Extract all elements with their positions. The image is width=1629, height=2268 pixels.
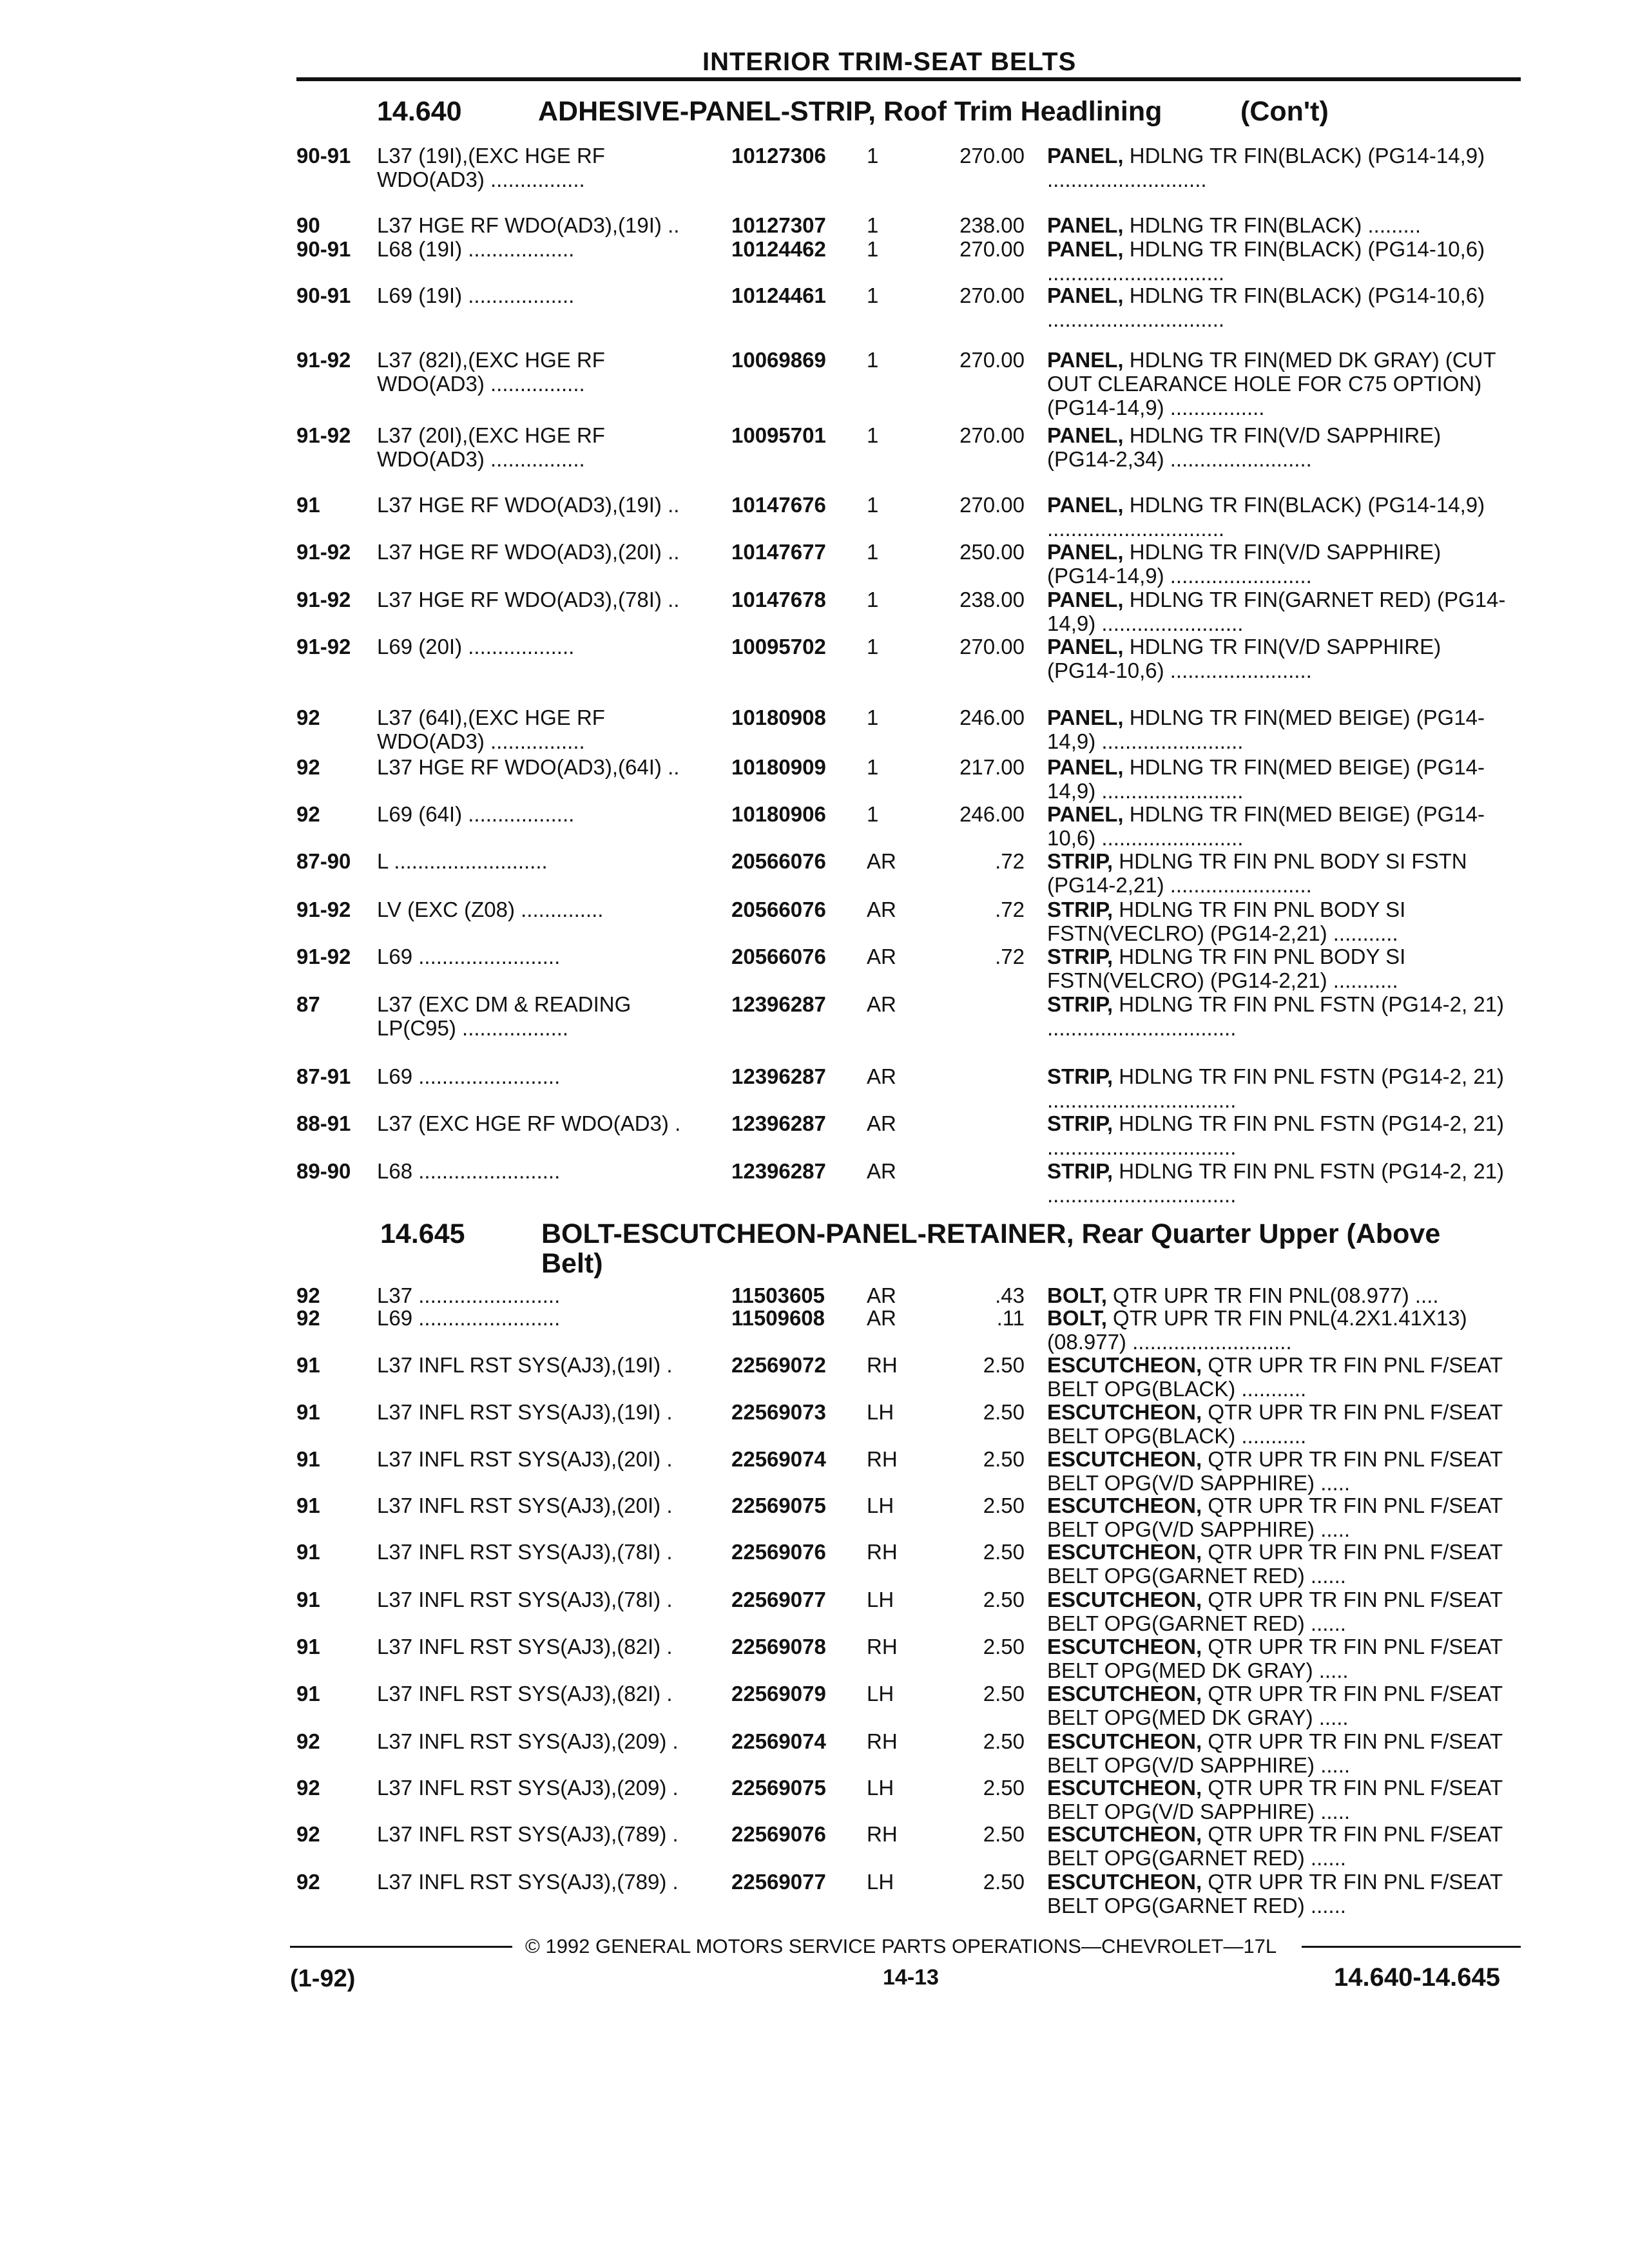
quantity: 1	[867, 635, 879, 658]
section-continued: (Con't)	[1240, 96, 1329, 127]
quantity: 1	[867, 423, 879, 447]
part-detail: QTR UPR TR FIN PNL F/SEAT BELT OPG(BLACK) ...........	[1047, 1400, 1503, 1448]
model-year: 87-91	[296, 1064, 351, 1088]
section-title-line1: BOLT-ESCUTCHEON-PANEL-RETAINER, Rear Quarter Upper (Above	[541, 1218, 1441, 1249]
part-number: 22569076	[731, 1540, 826, 1564]
model-year: 92	[296, 1776, 320, 1800]
part-detail: HDLNG TR FIN(MED BEIGE) (PG14-10,6) ........................	[1047, 802, 1485, 850]
part-description	[1047, 540, 1511, 588]
part-number: 22569076	[731, 1822, 826, 1846]
list-price: 246.00	[959, 802, 1025, 826]
part-name: PANEL,	[1047, 493, 1124, 517]
part-detail: QTR UPR TR FIN PNL F/SEAT BELT OPG(V/D SAPPHIRE) .....	[1047, 1447, 1503, 1495]
part-number: 10124461	[731, 284, 826, 307]
part-name: STRIP,	[1047, 945, 1113, 968]
part-name: PANEL,	[1047, 284, 1124, 307]
list-price: 217.00	[959, 755, 1025, 779]
part-number: 22569073	[731, 1400, 826, 1424]
part-detail: HDLNG TR FIN(BLACK) (PG14-14,9) ...........................	[1047, 144, 1485, 191]
list-price: 246.00	[959, 706, 1025, 729]
part-name: PANEL,	[1047, 755, 1124, 779]
part-detail: QTR UPR TR FIN PNL F/SEAT BELT OPG(V/D SAPPHIRE) .....	[1047, 1494, 1503, 1541]
part-description	[1047, 1729, 1511, 1777]
part-description	[1047, 1111, 1511, 1159]
quantity: AR	[867, 849, 896, 873]
list-price: .43	[995, 1283, 1025, 1307]
part-detail: HDLNG TR FIN PNL FSTN (PG14-2, 21) ................................	[1047, 1064, 1505, 1112]
quantity: 1	[867, 348, 879, 372]
part-name: PANEL,	[1047, 802, 1124, 826]
quantity: AR	[867, 1064, 896, 1088]
page-header-title: INTERIOR TRIM-SEAT BELTS	[702, 48, 1077, 76]
part-name: BOLT,	[1047, 1283, 1107, 1307]
part-detail: HDLNG TR FIN(BLACK) (PG14-10,6) ..............................	[1047, 284, 1485, 331]
part-detail: HDLNG TR FIN(MED DK GRAY) (CUT OUT CLEARANCE HOLE FOR C75 OPTION) (PG14-14,9) ................	[1047, 348, 1496, 419]
part-name: ESCUTCHEON,	[1047, 1635, 1202, 1658]
part-name: ESCUTCHEON,	[1047, 1822, 1202, 1846]
model-year: 90-91	[296, 144, 351, 168]
quantity: 1	[867, 706, 879, 729]
part-description	[1047, 144, 1511, 191]
usage-text: L69 ........................	[377, 1064, 561, 1088]
part-description	[1047, 1283, 1511, 1307]
part-name: ESCUTCHEON,	[1047, 1870, 1202, 1894]
part-name: ESCUTCHEON,	[1047, 1682, 1202, 1706]
model-year: 90	[296, 213, 320, 237]
part-number: 22569077	[731, 1870, 826, 1894]
usage-text: L69 (20I) ..................	[377, 635, 575, 658]
model-year: 91-92	[296, 348, 351, 372]
usage-text: LV (EXC (Z08) ..............	[377, 898, 604, 921]
part-description	[1047, 1540, 1511, 1588]
usage-text: L37 INFL RST SYS(AJ3),(82I) .	[377, 1635, 673, 1658]
part-description	[1047, 1494, 1511, 1541]
quantity: RH	[867, 1353, 898, 1377]
model-year: 92	[296, 1283, 320, 1307]
part-name: STRIP,	[1047, 898, 1113, 921]
model-year: 91	[296, 1682, 320, 1706]
model-year: 91-92	[296, 588, 351, 611]
usage-text: L37 (20I),(EXC HGE RF WDO(AD3) ................	[377, 423, 605, 471]
part-description	[1047, 802, 1511, 850]
usage-text: L37 (EXC DM & READING LP(C95) ..................	[377, 992, 631, 1040]
part-name: PANEL,	[1047, 237, 1124, 261]
model-year: 89-90	[296, 1159, 351, 1183]
part-number: 10180909	[731, 755, 826, 779]
list-price: 2.50	[983, 1776, 1025, 1800]
part-detail: HDLNG TR FIN PNL BODY SI FSTN(VELCRO) (PG14-2,21) ...........	[1047, 945, 1406, 992]
list-price: 250.00	[959, 540, 1025, 564]
part-name: PANEL,	[1047, 635, 1124, 658]
quantity: 1	[867, 540, 879, 564]
list-price: 2.50	[983, 1447, 1025, 1471]
model-year: 92	[296, 802, 320, 826]
usage-text: L37 HGE RF WDO(AD3),(19I) ..	[377, 213, 680, 237]
quantity: AR	[867, 1111, 896, 1135]
usage-text: L69 ........................	[377, 945, 561, 968]
part-description	[1047, 493, 1511, 541]
list-price: 270.00	[959, 237, 1025, 261]
part-number: 10127306	[731, 144, 826, 168]
section-title-line2: Belt)	[541, 1248, 603, 1279]
part-number: 10180906	[731, 802, 826, 826]
list-price: 2.50	[983, 1635, 1025, 1658]
model-year: 90-91	[296, 237, 351, 261]
model-year: 91	[296, 1635, 320, 1658]
part-number: 10147677	[731, 540, 826, 564]
model-year: 92	[296, 1729, 320, 1753]
quantity: 1	[867, 237, 879, 261]
header-rule	[296, 77, 1521, 81]
part-number: 10147676	[731, 493, 826, 517]
usage-text: L37 INFL RST SYS(AJ3),(19I) .	[377, 1400, 673, 1424]
part-number: 10095702	[731, 635, 826, 658]
part-name: ESCUTCHEON,	[1047, 1353, 1202, 1377]
usage-text: L37 INFL RST SYS(AJ3),(20I) .	[377, 1494, 673, 1517]
part-description	[1047, 348, 1511, 419]
model-year: 91-92	[296, 540, 351, 564]
model-year: 91-92	[296, 898, 351, 921]
model-year: 91	[296, 1588, 320, 1611]
part-number: 22569079	[731, 1682, 826, 1706]
part-description	[1047, 755, 1511, 803]
part-name: PANEL,	[1047, 423, 1124, 447]
model-year: 92	[296, 1870, 320, 1894]
part-detail: QTR UPR TR FIN PNL F/SEAT BELT OPG(GARNET RED) ......	[1047, 1540, 1503, 1588]
model-year: 87	[296, 992, 320, 1016]
part-number: 22569074	[731, 1447, 826, 1471]
footer-revision-date: (1-92)	[290, 1965, 356, 1992]
usage-text: L37 INFL RST SYS(AJ3),(19I) .	[377, 1353, 673, 1377]
part-description	[1047, 213, 1511, 237]
usage-text: L37 INFL RST SYS(AJ3),(20I) .	[377, 1447, 673, 1471]
part-description	[1047, 1159, 1511, 1207]
model-year: 91-92	[296, 423, 351, 447]
part-description	[1047, 1353, 1511, 1401]
usage-text: L37 INFL RST SYS(AJ3),(78I) .	[377, 1540, 673, 1564]
part-name: ESCUTCHEON,	[1047, 1776, 1202, 1800]
list-price: 270.00	[959, 493, 1025, 517]
part-name: STRIP,	[1047, 849, 1113, 873]
footer-page-number: 14-13	[883, 1965, 939, 1990]
model-year: 92	[296, 1306, 320, 1330]
part-detail: HDLNG TR FIN(BLACK) .........	[1123, 213, 1422, 237]
model-year: 92	[296, 755, 320, 779]
part-description	[1047, 898, 1511, 945]
usage-text: L69 ........................	[377, 1306, 561, 1330]
list-price: 238.00	[959, 588, 1025, 611]
part-number: 12396287	[731, 992, 826, 1016]
quantity: AR	[867, 1283, 896, 1307]
list-price: 270.00	[959, 348, 1025, 372]
list-price: 270.00	[959, 284, 1025, 307]
usage-text: L37 INFL RST SYS(AJ3),(789) .	[377, 1870, 679, 1894]
usage-text: L37 INFL RST SYS(AJ3),(82I) .	[377, 1682, 673, 1706]
part-name: PANEL,	[1047, 540, 1124, 564]
model-year: 91-92	[296, 635, 351, 658]
quantity: 1	[867, 588, 879, 611]
part-description	[1047, 635, 1511, 682]
list-price: 2.50	[983, 1588, 1025, 1611]
usage-text: L ..........................	[377, 849, 548, 873]
part-name: STRIP,	[1047, 1159, 1113, 1183]
part-detail: HDLNG TR FIN(BLACK) (PG14-14,9) ..............................	[1047, 493, 1485, 541]
part-description	[1047, 706, 1511, 753]
model-year: 91-92	[296, 945, 351, 968]
usage-text: L37 (19I),(EXC HGE RF WDO(AD3) ................	[377, 144, 605, 191]
part-detail: HDLNG TR FIN PNL BODY SI FSTN(VECLRO) (PG14-2,21) ...........	[1047, 898, 1406, 945]
quantity: 1	[867, 144, 879, 168]
usage-text: L69 (19I) ..................	[377, 284, 575, 307]
quantity: RH	[867, 1540, 898, 1564]
part-description	[1047, 1776, 1511, 1823]
list-price: 2.50	[983, 1729, 1025, 1753]
quantity: AR	[867, 898, 896, 921]
part-description	[1047, 1064, 1511, 1112]
model-year: 88-91	[296, 1111, 351, 1135]
list-price: 2.50	[983, 1682, 1025, 1706]
usage-text: L69 (64I) ..................	[377, 802, 575, 826]
part-detail: HDLNG TR FIN PNL FSTN (PG14-2, 21) ................................	[1047, 1159, 1505, 1207]
list-price: .72	[995, 945, 1025, 968]
part-number: 11509608	[731, 1306, 825, 1330]
part-number: 22569075	[731, 1494, 826, 1517]
model-year: 91	[296, 493, 320, 517]
usage-text: L37 INFL RST SYS(AJ3),(209) .	[377, 1729, 679, 1753]
part-detail: HDLNG TR FIN(MED BEIGE) (PG14-14,9) ........................	[1047, 755, 1485, 803]
quantity: 1	[867, 493, 879, 517]
section-title: ADHESIVE-PANEL-STRIP, Roof Trim Headlining	[538, 96, 1162, 127]
part-description	[1047, 992, 1511, 1040]
part-detail: HDLNG TR FIN PNL FSTN (PG14-2, 21) ................................	[1047, 1111, 1505, 1159]
quantity: LH	[867, 1494, 894, 1517]
list-price: 270.00	[959, 423, 1025, 447]
model-year: 91	[296, 1540, 320, 1564]
part-number: 10127307	[731, 213, 826, 237]
part-description	[1047, 1870, 1511, 1917]
quantity: AR	[867, 992, 896, 1016]
list-price: 2.50	[983, 1400, 1025, 1424]
footer-rule-right	[1302, 1946, 1521, 1948]
part-description	[1047, 284, 1511, 331]
part-number: 22569075	[731, 1776, 826, 1800]
model-year: 92	[296, 706, 320, 729]
part-number: 20566076	[731, 898, 826, 921]
part-number: 10180908	[731, 706, 826, 729]
part-name: PANEL,	[1047, 144, 1124, 168]
usage-text: L37 (82I),(EXC HGE RF WDO(AD3) ................	[377, 348, 605, 396]
list-price: 270.00	[959, 635, 1025, 658]
part-number: 22569078	[731, 1635, 826, 1658]
list-price: 238.00	[959, 213, 1025, 237]
usage-text: L37 INFL RST SYS(AJ3),(78I) .	[377, 1588, 673, 1611]
model-year: 87-90	[296, 849, 351, 873]
section-number: 14.645	[380, 1218, 465, 1249]
part-detail: QTR UPR TR FIN PNL F/SEAT BELT OPG(V/D SAPPHIRE) .....	[1047, 1776, 1503, 1823]
part-number: 10124462	[731, 237, 826, 261]
usage-text: L37 INFL RST SYS(AJ3),(789) .	[377, 1822, 679, 1846]
part-number: 20566076	[731, 945, 826, 968]
section-heading-14-640	[377, 97, 1601, 126]
part-detail: QTR UPR TR FIN PNL F/SEAT BELT OPG(GARNET RED) ......	[1047, 1588, 1503, 1635]
quantity: RH	[867, 1447, 898, 1471]
part-number: 22569074	[731, 1729, 826, 1753]
usage-text: L37 (EXC HGE RF WDO(AD3) .	[377, 1111, 681, 1135]
part-detail: HDLNG TR FIN(MED BEIGE) (PG14-14,9) ........................	[1047, 706, 1485, 753]
quantity: 1	[867, 755, 879, 779]
model-year: 92	[296, 1822, 320, 1846]
part-detail: HDLNG TR FIN(GARNET RED) (PG14-14,9) ........................	[1047, 588, 1506, 635]
part-description	[1047, 1588, 1511, 1635]
part-name: ESCUTCHEON,	[1047, 1494, 1202, 1517]
list-price: 2.50	[983, 1870, 1025, 1894]
list-price: 2.50	[983, 1540, 1025, 1564]
part-name: STRIP,	[1047, 1064, 1113, 1088]
footer-rule-left	[290, 1946, 512, 1948]
footer-section-range: 14.640-14.645	[1334, 1963, 1501, 1992]
part-number: 12396287	[731, 1159, 826, 1183]
part-name: STRIP,	[1047, 992, 1113, 1016]
list-price: 270.00	[959, 144, 1025, 168]
part-description	[1047, 1306, 1511, 1354]
part-detail: HDLNG TR FIN(V/D SAPPHIRE) (PG14-10,6) ........................	[1047, 635, 1441, 682]
usage-text: L37 HGE RF WDO(AD3),(20I) ..	[377, 540, 680, 564]
quantity: AR	[867, 1306, 896, 1330]
footer-copyright: © 1992 GENERAL MOTORS SERVICE PARTS OPERATIONS—CHEVROLET—17L	[525, 1935, 1277, 1957]
list-price: 2.50	[983, 1494, 1025, 1517]
part-detail: HDLNG TR FIN PNL FSTN (PG14-2, 21) ................................	[1047, 992, 1505, 1040]
part-detail: QTR UPR TR FIN PNL F/SEAT BELT OPG(MED DK GRAY) .....	[1047, 1682, 1503, 1729]
part-description	[1047, 588, 1511, 635]
part-number: 22569077	[731, 1588, 826, 1611]
section-heading-14-645	[380, 1219, 1605, 1278]
quantity: LH	[867, 1588, 894, 1611]
usage-text: L37 HGE RF WDO(AD3),(64I) ..	[377, 755, 680, 779]
part-description	[1047, 1822, 1511, 1870]
part-number: 10069869	[731, 348, 826, 372]
part-name: BOLT,	[1047, 1306, 1107, 1330]
part-detail: QTR UPR TR FIN PNL F/SEAT BELT OPG(GARNET RED) ......	[1047, 1822, 1503, 1870]
part-number: 12396287	[731, 1111, 826, 1135]
usage-text: L37 HGE RF WDO(AD3),(19I) ..	[377, 493, 680, 517]
quantity: 1	[867, 802, 879, 826]
list-price: .11	[996, 1306, 1025, 1330]
part-number: 22569072	[731, 1353, 826, 1377]
quantity: LH	[867, 1870, 894, 1894]
part-detail: QTR UPR TR FIN PNL F/SEAT BELT OPG(GARNET RED) ......	[1047, 1870, 1503, 1917]
part-detail: QTR UPR TR FIN PNL(08.977) ....	[1106, 1283, 1439, 1307]
quantity: AR	[867, 945, 896, 968]
model-year: 91	[296, 1400, 320, 1424]
part-description	[1047, 849, 1511, 897]
part-name: ESCUTCHEON,	[1047, 1400, 1202, 1424]
quantity: LH	[867, 1776, 894, 1800]
part-detail: QTR UPR TR FIN PNL F/SEAT BELT OPG(MED DK GRAY) .....	[1047, 1635, 1503, 1682]
part-name: ESCUTCHEON,	[1047, 1447, 1202, 1471]
part-description	[1047, 945, 1511, 992]
usage-text: L37 (64I),(EXC HGE RF WDO(AD3) ................	[377, 706, 605, 753]
list-price: 2.50	[983, 1353, 1025, 1377]
quantity: RH	[867, 1635, 898, 1658]
model-year: 91	[296, 1494, 320, 1517]
quantity: RH	[867, 1729, 898, 1753]
usage-text: L68 ........................	[377, 1159, 561, 1183]
usage-text: L37 ........................	[377, 1283, 561, 1307]
part-detail: HDLNG TR FIN(V/D SAPPHIRE) (PG14-2,34) ........................	[1047, 423, 1441, 471]
quantity: RH	[867, 1822, 898, 1846]
quantity: LH	[867, 1682, 894, 1706]
part-detail: QTR UPR TR FIN PNL(4.2X1.41X13) (08.977) ...........................	[1047, 1306, 1467, 1354]
part-number: 10147678	[731, 588, 826, 611]
part-number: 20566076	[731, 849, 826, 873]
part-detail: HDLNG TR FIN(BLACK) (PG14-10,6) ..............................	[1047, 237, 1485, 285]
part-number: 11503605	[731, 1283, 825, 1307]
section-number: 14.640	[377, 96, 462, 127]
part-number: 12396287	[731, 1064, 826, 1088]
part-detail: QTR UPR TR FIN PNL F/SEAT BELT OPG(V/D SAPPHIRE) .....	[1047, 1729, 1503, 1777]
part-description	[1047, 1447, 1511, 1495]
part-number: 10095701	[731, 423, 826, 447]
part-name: STRIP,	[1047, 1111, 1113, 1135]
part-description	[1047, 1400, 1511, 1448]
list-price: 2.50	[983, 1822, 1025, 1846]
quantity: 1	[867, 284, 879, 307]
model-year: 91	[296, 1447, 320, 1471]
model-year: 90-91	[296, 284, 351, 307]
part-description	[1047, 1682, 1511, 1729]
quantity: LH	[867, 1400, 894, 1424]
usage-text: L68 (19I) ..................	[377, 237, 575, 261]
part-description	[1047, 423, 1511, 471]
part-name: ESCUTCHEON,	[1047, 1588, 1202, 1611]
part-description	[1047, 1635, 1511, 1682]
usage-text: L37 INFL RST SYS(AJ3),(209) .	[377, 1776, 679, 1800]
part-name: PANEL,	[1047, 706, 1124, 729]
part-detail: QTR UPR TR FIN PNL F/SEAT BELT OPG(BLACK) ...........	[1047, 1353, 1503, 1401]
part-detail: HDLNG TR FIN(V/D SAPPHIRE) (PG14-14,9) ........................	[1047, 540, 1441, 588]
quantity: 1	[867, 213, 879, 237]
list-price: .72	[995, 898, 1025, 921]
part-name: ESCUTCHEON,	[1047, 1729, 1202, 1753]
quantity: AR	[867, 1159, 896, 1183]
part-description	[1047, 237, 1511, 285]
part-detail: HDLNG TR FIN PNL BODY SI FSTN (PG14-2,21) ........................	[1047, 849, 1467, 897]
model-year: 91	[296, 1353, 320, 1377]
part-name: ESCUTCHEON,	[1047, 1540, 1202, 1564]
part-name: PANEL,	[1047, 348, 1124, 372]
list-price: .72	[995, 849, 1025, 873]
part-name: PANEL,	[1047, 213, 1124, 237]
usage-text: L37 HGE RF WDO(AD3),(78I) ..	[377, 588, 680, 611]
part-name: PANEL,	[1047, 588, 1124, 611]
